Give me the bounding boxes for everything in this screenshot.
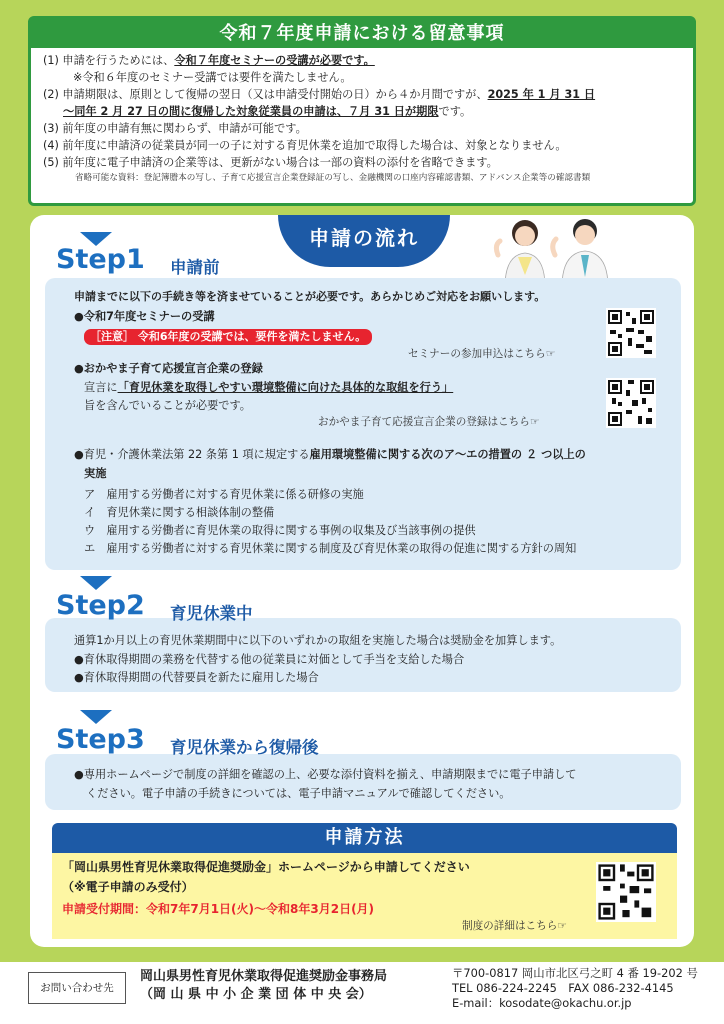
step1-seminar: ●令和7年度セミナーの受講 [74, 310, 215, 323]
office-name [140, 968, 387, 1004]
step1-name: 申請前 [170, 258, 220, 277]
omittable-docs: 省略可能な資料：登記簿謄本の写し、子育て応援宣言企業登録証の写し、金融機関の口座内容確認書類、アドバンス企業等の確認書類 [75, 173, 591, 183]
notes-box [28, 16, 696, 206]
step2-item-1: ●育休取得期間の業務を代替する他の従業員に対価として手当を支給した場合 [74, 653, 465, 666]
flow-title: 申請の流れ [278, 215, 450, 267]
step3-name: 育児休業から復帰後 [170, 738, 319, 757]
tel-fax-line: TEL 086-224-2245 FAX 086-232-4145 [452, 981, 674, 995]
measure-a [84, 486, 364, 504]
office-address [452, 966, 698, 1011]
step3-line-2: ください。電子申請の手続きについては、電子申請マニュアルで確認してください。 [86, 787, 511, 800]
method-line-1: 「岡山県男性育児休業取得促進奨励金」ホームページから申請してください [62, 860, 470, 874]
step3-arrow-icon [80, 710, 112, 724]
step1-declare-post: 旨を含んでいることが必要です。 [84, 399, 251, 412]
step1-caution-wrap [84, 328, 372, 346]
step1-intro: 申請までに以下の手続き等を済ませていることが必要です。あらかじめご対応をお願いします。 [74, 290, 546, 303]
note-num: (2) [43, 88, 59, 101]
measure-key: ア [84, 488, 96, 501]
note-item-1 [43, 52, 683, 69]
note-emphasis: 2025 年 1 月 31 日 [487, 88, 596, 101]
method-title: 申請方法 [52, 823, 677, 853]
measure-key: イ [84, 506, 96, 519]
note-text: です。 [438, 105, 472, 118]
method-qr-code-icon[interactable] [596, 862, 656, 922]
email-line[interactable]: E-mail：kosodate@okachu.or.jp [452, 996, 632, 1010]
seminar-qr-code-icon[interactable] [606, 308, 656, 358]
measure-key: エ [84, 542, 96, 555]
office-line-1: 岡山県男性育児休業取得促進奨励金事務局 [140, 969, 388, 984]
measure-e [84, 540, 576, 558]
declare-pre: 宣言に [84, 381, 118, 394]
step1-declare: ●おかやま子育て応援宣言企業の登録 [74, 362, 263, 375]
caution-badge: ［注意］ 令和6年度の受講では、要件を満たしません。 [84, 329, 372, 345]
step2-name: 育児休業中 [170, 604, 253, 623]
note-item-2-cont [43, 103, 683, 120]
notes-title: 令和７年度申請における留意事項 [31, 19, 693, 48]
method-period: 申請受付期間：令和7年7月1日(火)～令和8年3月2日(月) [62, 902, 375, 916]
office-line-2: （岡 山 県 中 小 企 業 団 体 中 央 会） [140, 987, 372, 1002]
declare-qr-code-icon[interactable] [606, 378, 656, 428]
measure-key: ウ [84, 524, 96, 537]
note-text: 前年度に申請済の従業員が同一の子に対する育児休業を追加で取得した場合は、対象となりません。 [62, 139, 567, 152]
address-line: 〒700-0817 岡山市北区弓之町 4 番 19-202 号 [452, 966, 698, 980]
step3-line-1: ●専用ホームページで制度の詳細を確認の上、必要な添付資料を揃え、申請期限までに電子申請して [74, 768, 577, 781]
law-pre: ●育児・介護休業法第 22 条第 1 項に規定する [74, 448, 310, 461]
method-line-2: （※電子申請のみ受付） [62, 880, 194, 894]
note-item-2 [43, 86, 683, 103]
note-sub-1: ※令和６年度のセミナー受講では要件を満たしません。 [73, 71, 352, 84]
note-num: (4) [43, 139, 59, 152]
note-item-5 [43, 154, 683, 171]
notes-list [31, 48, 693, 185]
measure-text: 雇用する労働者に対する育児休業に関する制度及び育児休業の取得の促進に関する方針の周知 [106, 542, 577, 555]
note-emphasis: 令和７年度セミナーの受講が必要です。 [174, 54, 375, 67]
note-text: 申請を行うためには、 [62, 54, 175, 67]
note-num: (1) [43, 54, 59, 67]
declare-link[interactable]: おかやま子育て応援宣言企業の登録はこちら☞ [318, 416, 540, 428]
step2-arrow-icon [80, 576, 112, 590]
note-text: 申請期限は、原則として復帰の翌日（又は申請受付開始の日）から４か月間ですが、 [62, 88, 488, 101]
seminar-link[interactable]: セミナーの参加申込はこちら☞ [408, 348, 556, 360]
measure-i [84, 504, 274, 522]
step1-declare-line [84, 379, 453, 397]
measure-text: 雇用する労働者に育児休業の取得に関する事例の収集及び当該事例の提供 [106, 524, 476, 537]
step1-label: Step1 [56, 244, 145, 275]
step3-label: Step3 [56, 724, 145, 755]
note-num: (3) [43, 122, 59, 135]
staff-illustration [480, 215, 630, 287]
measure-u [84, 522, 476, 540]
measure-text: 雇用する労働者に対する育児休業に係る研修の実施 [106, 488, 364, 501]
law-emphasis: 雇用環境整備に関する次のア～エの措置の ２ つ以上の [309, 448, 586, 461]
note-item-4 [43, 137, 683, 154]
step2-item-2: ●育休取得期間の代替要員を新たに雇用した場合 [74, 671, 319, 684]
note-item-3 [43, 120, 683, 137]
contact-label: お問い合わせ先 [28, 972, 126, 1004]
step1-law [74, 446, 586, 464]
step2-intro: 通算1か月以上の育児休業期間中に以下のいずれかの取組を実施した場合は奨励金を加算します。 [74, 634, 562, 647]
note-text: 前年度に電子申請済の企業等は、更新がない場合は一部の資料の添付を省略できます。 [62, 156, 498, 169]
method-detail-link[interactable]: 制度の詳細はこちら☞ [462, 920, 567, 932]
note-emphasis: ～同年 2 月 27 日の間に復帰した対象従業員の申請は、７月 31 日が期限 [63, 105, 439, 118]
measure-text: 育児休業に関する相談体制の整備 [106, 506, 275, 519]
step1-law-cont: 実施 [84, 467, 107, 480]
note-num: (5) [43, 156, 59, 169]
declare-quote: 「育児休業を取得しやすい環境整備に向けた具体的な取組を行う」 [117, 381, 454, 394]
note-text: 前年度の申請有無に関わらず、申請が可能です。 [62, 122, 307, 135]
step2-label: Step2 [56, 590, 145, 621]
